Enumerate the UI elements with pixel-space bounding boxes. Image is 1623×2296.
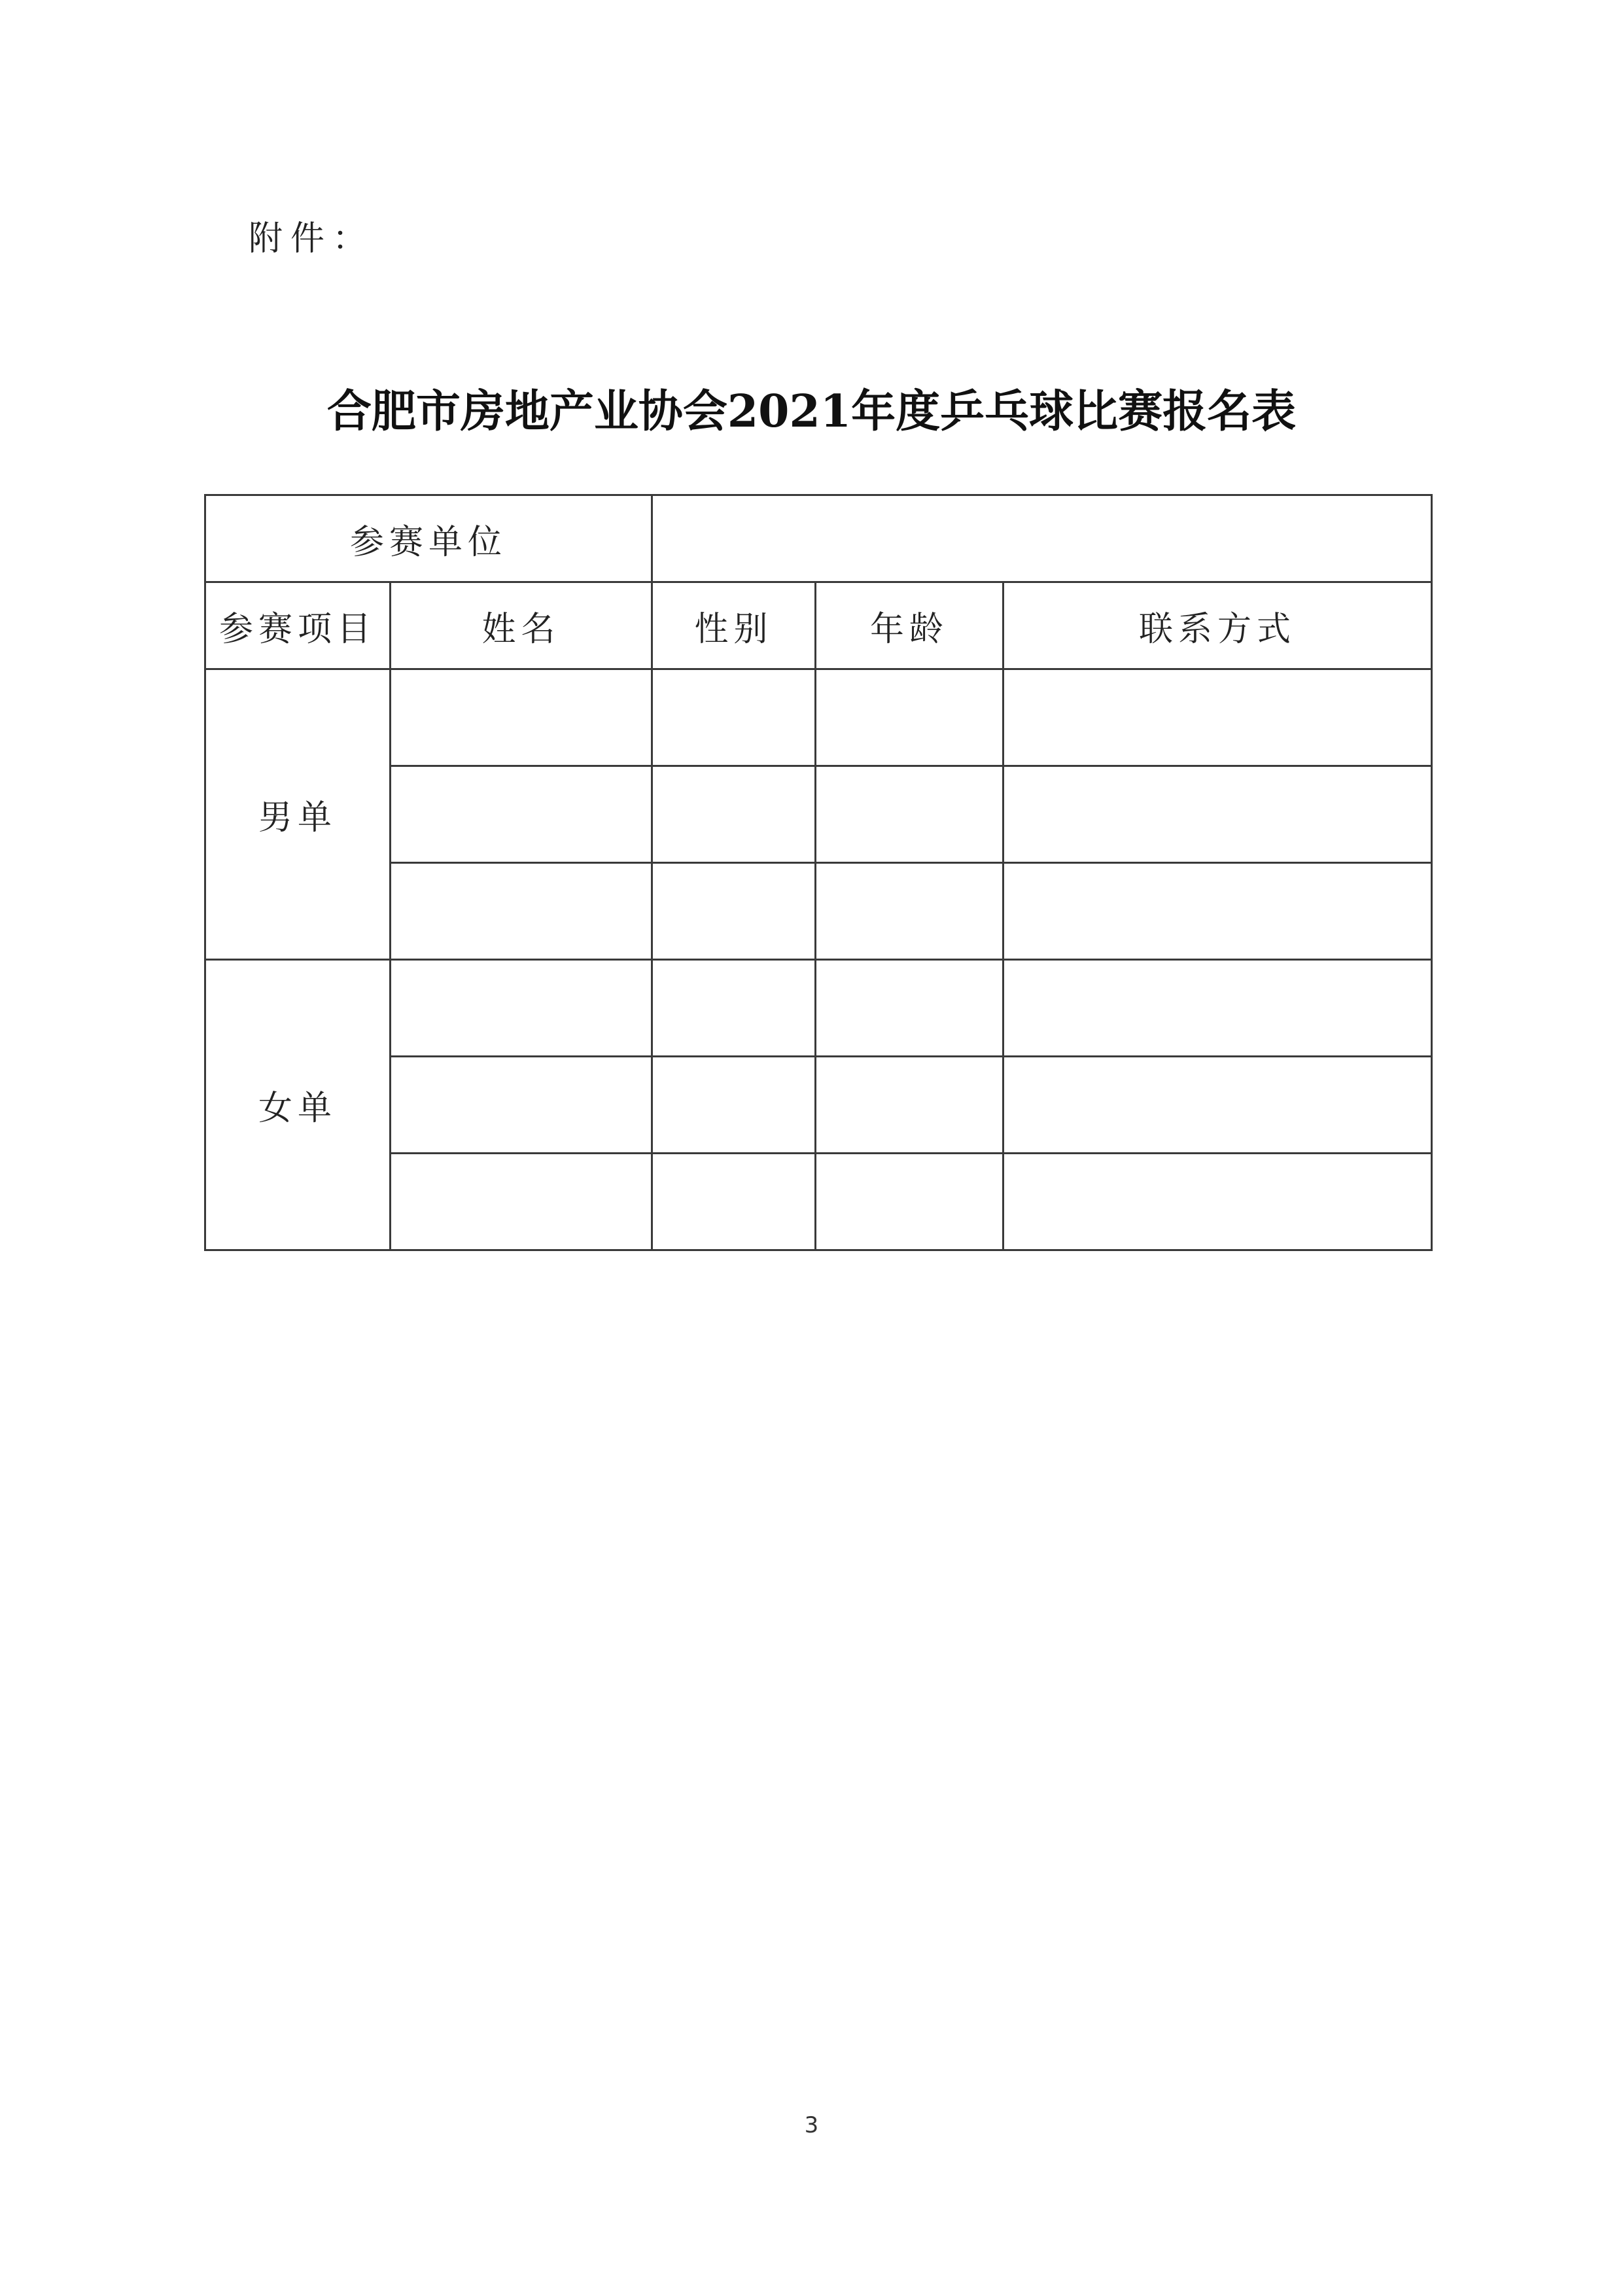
contact-cell[interactable] <box>1003 766 1432 863</box>
gender-cell[interactable] <box>652 863 816 960</box>
contact-cell[interactable] <box>1003 669 1432 766</box>
header-name: 姓名 <box>391 582 652 669</box>
gender-cell[interactable] <box>652 960 816 1057</box>
name-cell[interactable] <box>391 669 652 766</box>
group-label-womens-singles: 女单 <box>205 960 391 1250</box>
contact-cell[interactable] <box>1003 1057 1432 1154</box>
header-row <box>205 582 1432 669</box>
age-cell[interactable] <box>816 863 1003 960</box>
contact-cell[interactable] <box>1003 863 1432 960</box>
gender-cell[interactable] <box>652 766 816 863</box>
name-cell[interactable] <box>391 766 652 863</box>
header-gender: 性别 <box>652 582 816 669</box>
header-contact: 联系方式 <box>1003 582 1432 669</box>
age-cell[interactable] <box>816 766 1003 863</box>
org-field[interactable] <box>652 495 1432 582</box>
page-title: 合肥市房地产业协会2021年度乒乓球比赛报名表 <box>326 385 1297 438</box>
name-cell[interactable] <box>391 960 652 1057</box>
group-label-mens-singles: 男单 <box>205 669 391 960</box>
table-row <box>205 960 1432 1057</box>
age-cell[interactable] <box>816 669 1003 766</box>
contact-cell[interactable] <box>1003 1154 1432 1250</box>
name-cell[interactable] <box>391 1057 652 1154</box>
age-cell[interactable] <box>816 960 1003 1057</box>
table-row <box>205 669 1432 766</box>
age-cell[interactable] <box>816 1154 1003 1250</box>
header-event: 参赛项目 <box>205 582 391 669</box>
page-number: 3 <box>804 2112 819 2138</box>
gender-cell[interactable] <box>652 1154 816 1250</box>
header-age: 年龄 <box>816 582 1003 669</box>
org-row <box>205 495 1432 582</box>
name-cell[interactable] <box>391 1154 652 1250</box>
age-cell[interactable] <box>816 1057 1003 1154</box>
gender-cell[interactable] <box>652 1057 816 1154</box>
contact-cell[interactable] <box>1003 960 1432 1057</box>
name-cell[interactable] <box>391 863 652 960</box>
registration-table <box>204 494 1433 1251</box>
attachment-label: 附件： <box>249 219 375 258</box>
org-label: 参赛单位 <box>205 495 652 582</box>
gender-cell[interactable] <box>652 669 816 766</box>
